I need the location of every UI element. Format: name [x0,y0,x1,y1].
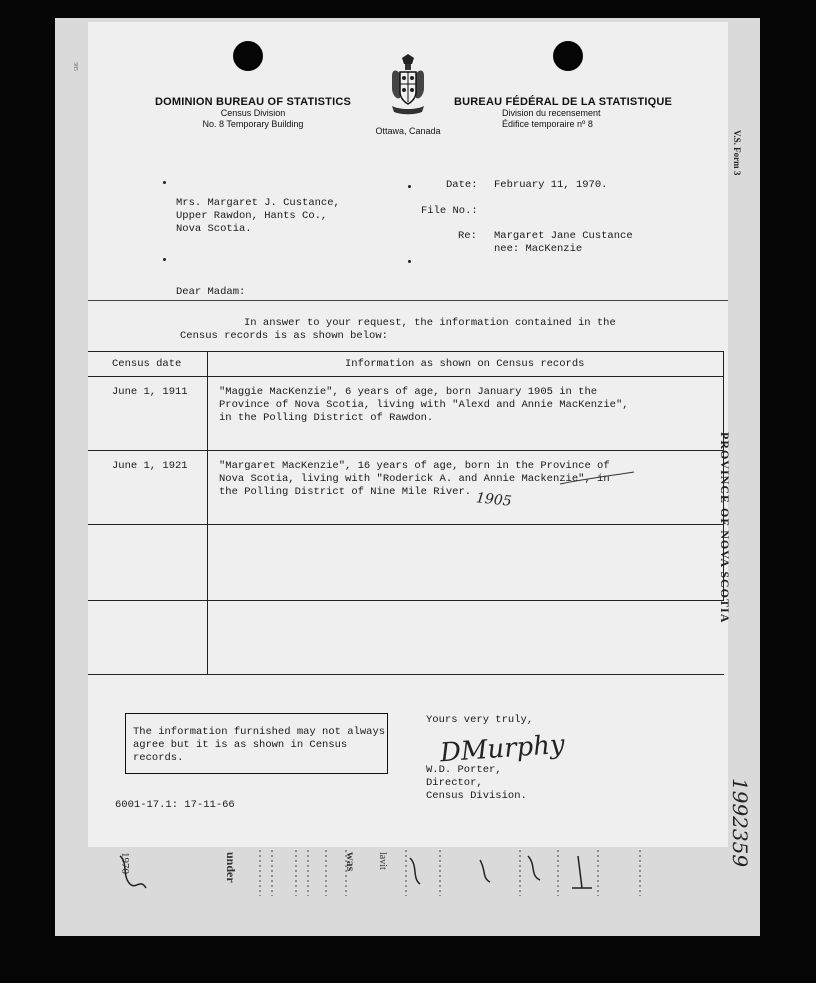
row-1-info-line-1: "Maggie MacKenzie", 6 years of age, born January 1905 in the [219,386,598,398]
header-right [454,96,684,130]
register-strip-marks [100,848,720,898]
signatory-division: Census Division. [426,790,527,802]
header-left-sub2: No. 8 Temporary Building [202,119,304,129]
row-1-date: June 1, 1911 [112,386,188,398]
table-header-border [88,376,724,377]
table-row-border [88,600,724,601]
intro-line-1: In answer to your request, the information contained in the [244,317,616,329]
form-code: 6001-17.1: 17-11-66 [115,799,235,811]
row-1-info-line-3: in the Polling District of Rawdon. [219,412,434,424]
table-bottom-border [88,674,724,675]
table-row-border [88,524,724,525]
table-header-information: Information as shown on Census records [345,358,585,370]
re-label: Re: [458,230,477,242]
recipient-line-2: Upper Rawdon, Hants Co., [176,210,328,222]
row-2-date: June 1, 1921 [112,460,188,472]
recipient-line-3: Nova Scotia. [176,223,252,235]
date-value: February 11, 1970. [494,179,608,191]
re-line-1: Margaret Jane Custance [494,230,633,242]
file-number-label: File No.: [421,205,478,217]
table-row-border [88,450,724,451]
letter-page [88,22,728,847]
row-2-info-line-1: "Margaret MacKenzie", 16 years of age, born in the Province of [219,460,610,472]
intro-line-2: Census records is as shown below: [180,330,388,342]
province-stamp: PROVINCE OF NOVA SCOTIA [718,432,732,624]
header-left-title: DOMINION BUREAU OF STATISTICS [154,96,352,108]
pen-mark-icon [558,470,638,490]
row-2-info-line-2: Nova Scotia, living with "Roderick A. and Annie Mackenzie", in [219,473,610,485]
header-right-sub2: Édifice temporaire nº 8 [502,119,593,129]
notice-line-2: agree but it is as shown in Census [133,739,348,751]
handwritten-year-note: 1905 [475,490,513,510]
table-header-census-date: Census date [112,358,182,370]
re-line-2: nee: MacKenzie [494,243,583,255]
valediction: Yours very truly, [426,714,534,726]
signatory-name: W.D. Porter, [426,764,502,776]
strip-year: 1970 [119,852,131,874]
notice-line-3: records. [133,752,184,764]
corner-code: 385 [72,62,78,71]
header-place: Ottawa, Canada [375,126,441,136]
salutation: Dear Madam: [176,286,246,298]
header-left [138,96,368,130]
strip-lavit: lavit [377,852,388,870]
bullet-dot [163,258,166,261]
row-2-info-line-3: the Polling District of Nine Mile River. [219,486,472,498]
bullet-dot [163,181,166,184]
notice-line-1: The information furnished may not always [133,726,386,738]
table-column-divider [207,351,208,674]
signatory-title: Director, [426,777,483,789]
strip-under: under [224,852,238,883]
header-right-sub1: Division du recensement [502,108,601,118]
date-label: Date: [446,179,478,191]
row-1-info-line-2: Province of Nova Scotia, living with "Alexd and Annie MacKenzie", [219,399,629,411]
strip-was: was [344,852,358,872]
punch-hole-left [233,41,263,71]
recipient-line-1: Mrs. Margaret J. Custance, [176,197,340,209]
header-right-title: BUREAU FÉDÉRAL DE LA STATISTIQUE [454,96,673,108]
fold-line [88,300,728,301]
coat-of-arms-icon [388,54,428,118]
form-label: V.S. Form 3 [732,130,742,176]
header-left-sub1: Census Division [220,108,286,118]
table-top-border [88,351,724,352]
bullet-dot [408,185,411,188]
punch-hole-right [553,41,583,71]
signature: DMurphy [439,729,566,769]
handwritten-register-number: 1992359 [728,778,752,868]
bullet-dot [408,260,411,263]
